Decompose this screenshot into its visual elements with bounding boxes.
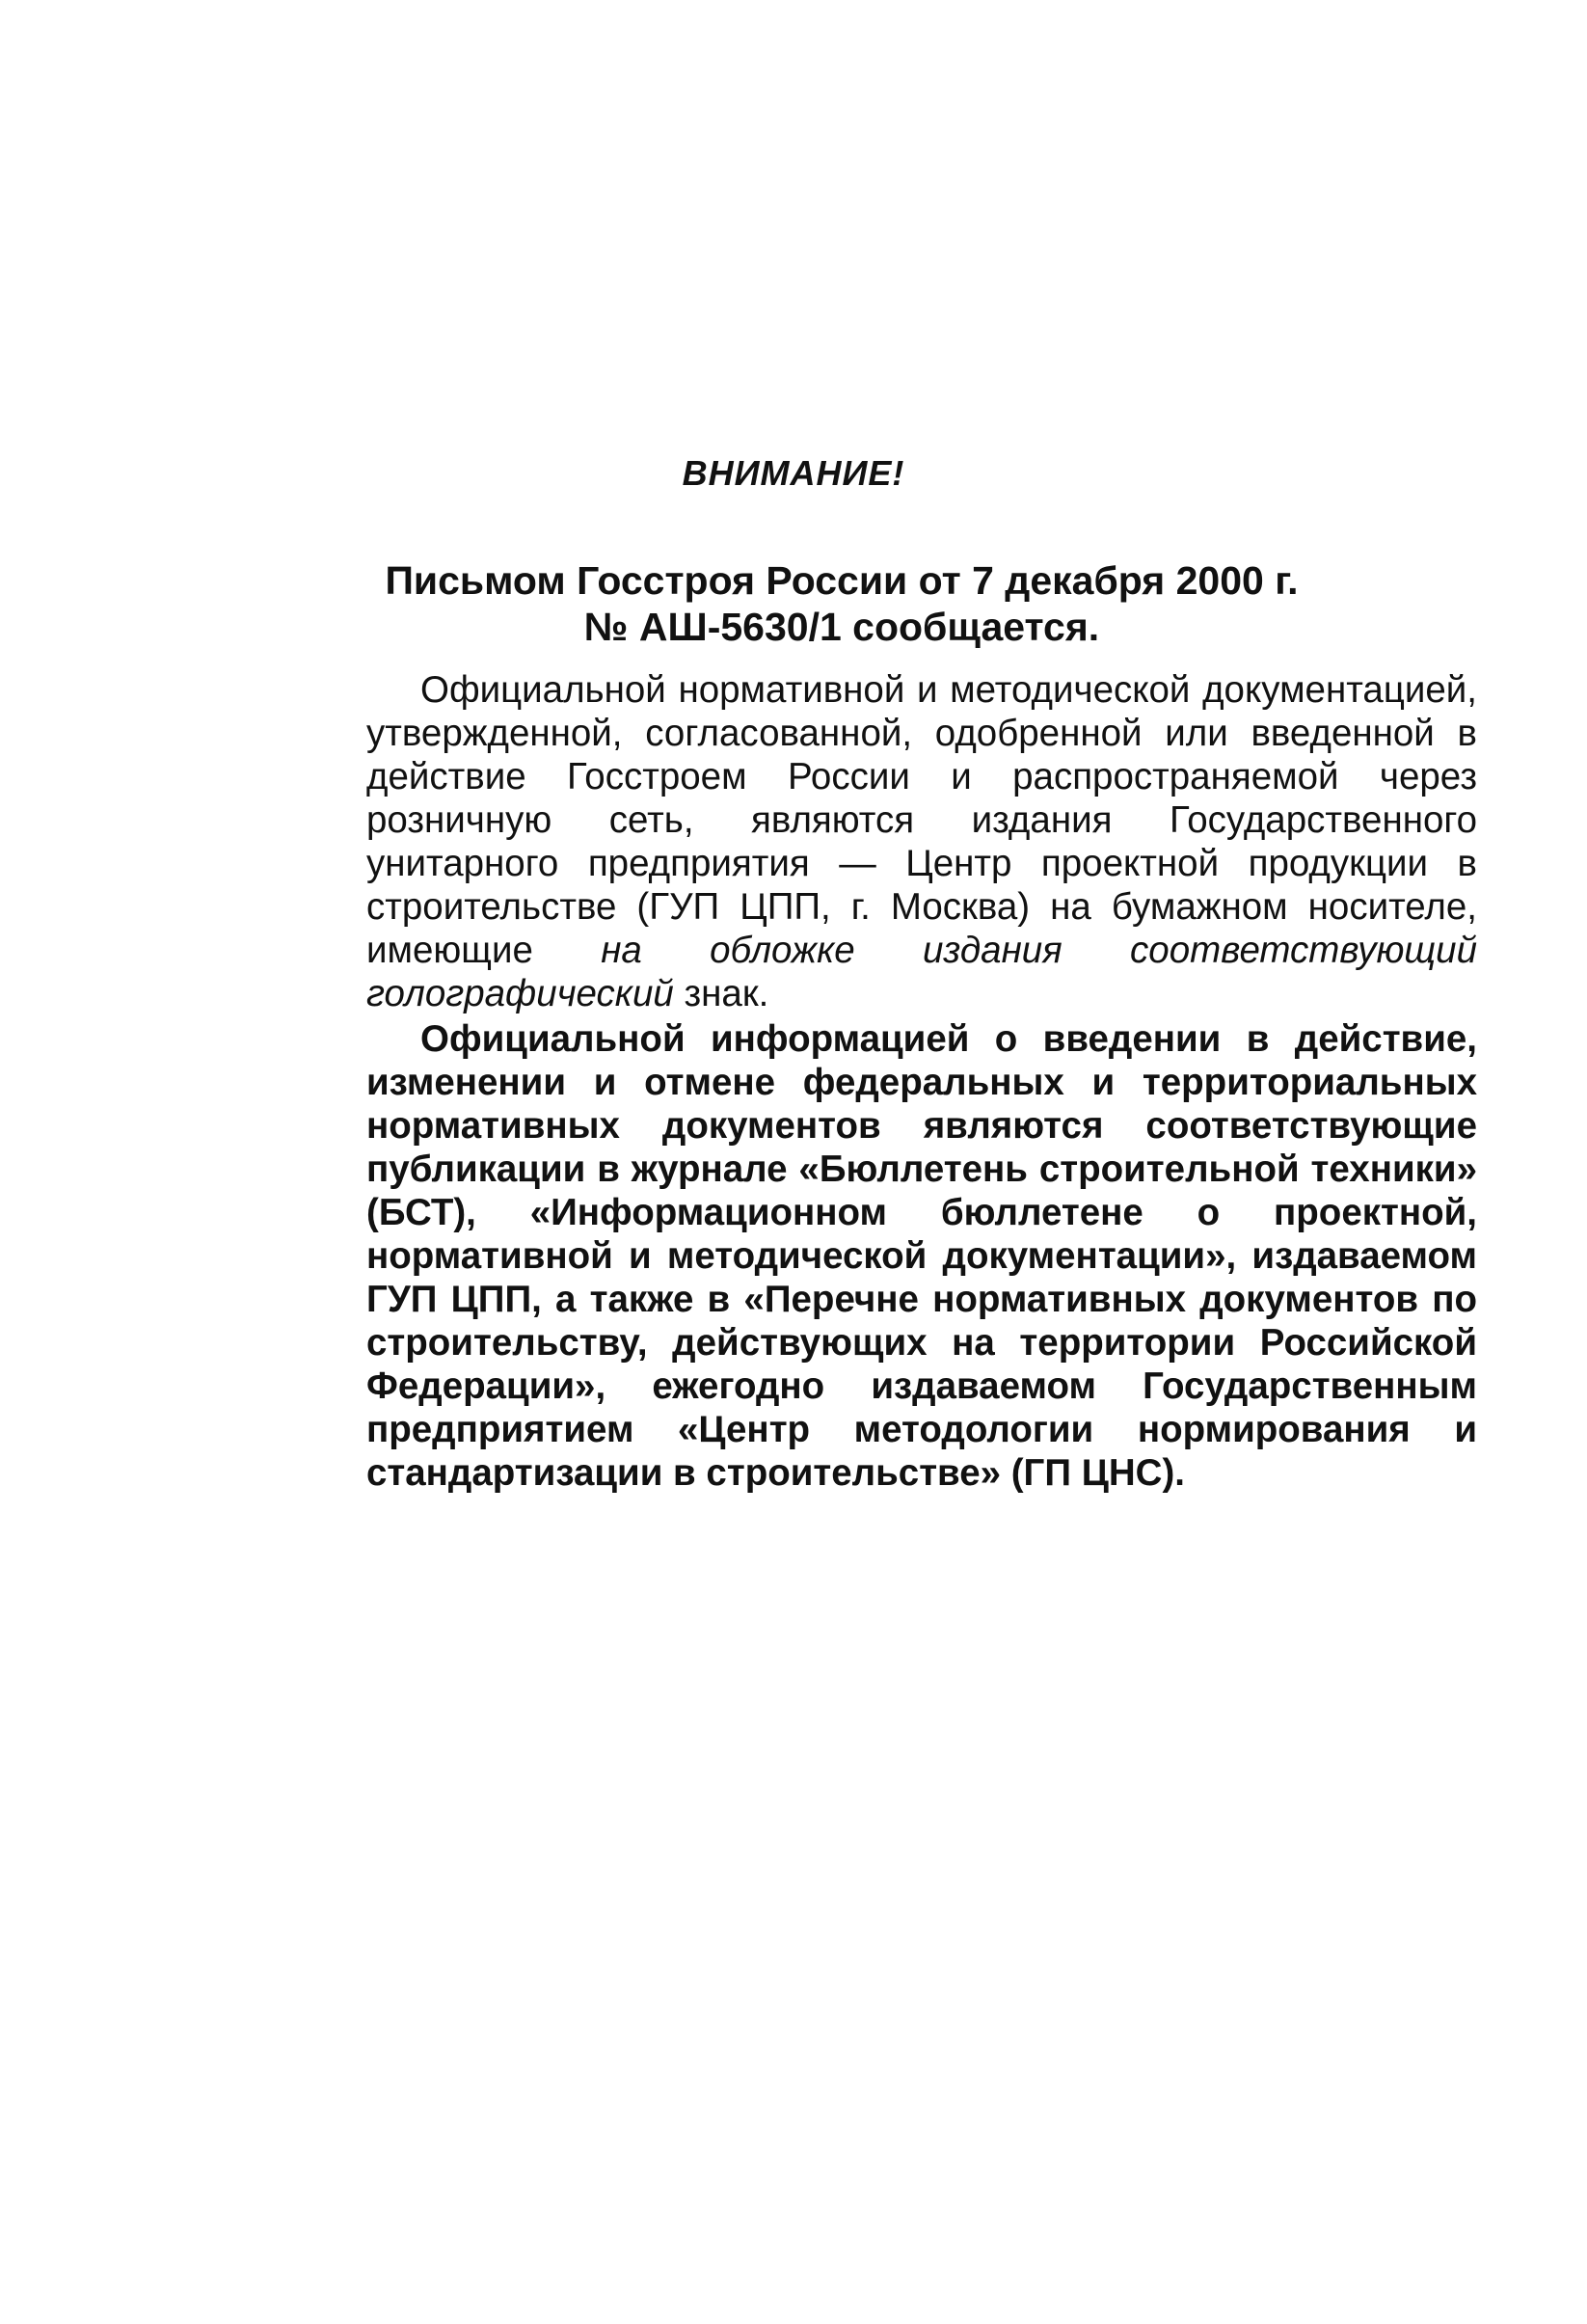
page-heading: ВНИМАНИЕ! [682,453,905,493]
paragraph-official-documentation [366,668,1477,1015]
document-body [366,668,1477,1495]
letter-reference-line-1: Письмом Госстроя России от 7 декабря 2000 г. [385,558,1299,603]
paragraph-2-text: Официальной информацией о введении в действие, изменении и отмене федеральных и территориальных нормативных документов являются соответствующие публикации в журнале «Бюллетень строительной техники» (БСТ), «Информационном бюллетене о проектной, нормативной и методической документации», издаваемом ГУП ЦПП, а также в «Перечне нормативных документов по строительству, действующих на территории Российской Федерации», ежегодно издаваемом Государственным предприятием «Центр методологии нормирования и стандартизации в строительстве» (ГП ЦНС). [366,1018,1477,1494]
paragraph-1-text-end: знак. [673,973,769,1014]
paragraph-official-information [366,1017,1477,1495]
letter-reference [289,557,1394,650]
letter-reference-line-2: № АШ-5630/1 сообщается. [583,605,1100,649]
paragraph-1-text: Официальной нормативной и методической документацией, утвержденной, согласованной, одобренной или введенной в действие Госстроем России и распространяемой через розничную сеть, являются издания Государственного унитарного предприятия — Центр проектной продукции в строительстве (ГУП ЦПП, г. Москва) на бумажном носителе, имеющие [366,669,1477,971]
paragraph-1-italic-text: на обложке издания соответствующий голографический [366,930,1477,1014]
